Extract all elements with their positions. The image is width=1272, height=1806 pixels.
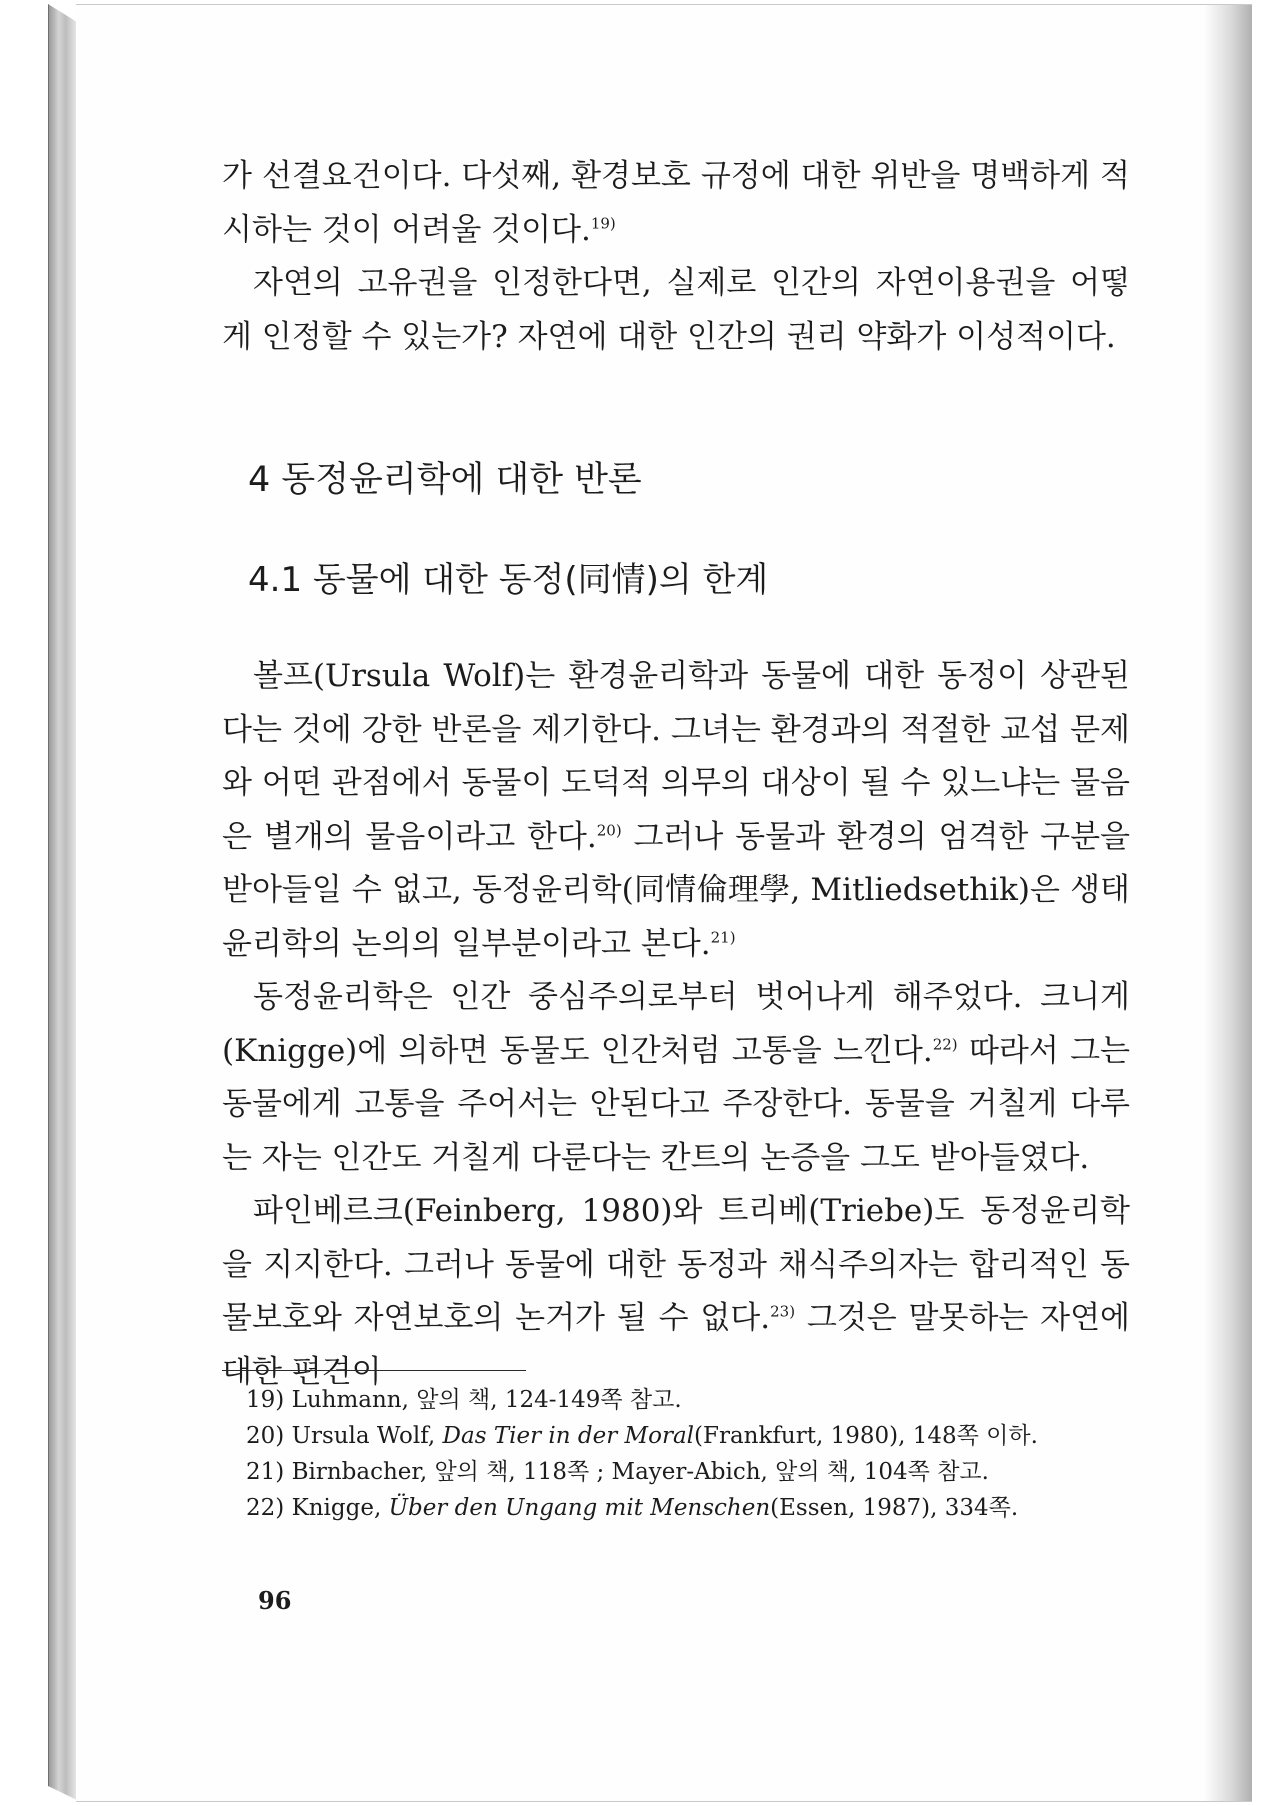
page-gutter-shadow [1204, 5, 1252, 1801]
footnote-22: 22) Knigge, Über den Ungang mit Menschen(Essen, 1987), 334쪽. [246, 1495, 1019, 1521]
footnote-ref-19: 19) [590, 214, 616, 233]
footnote-ref-22: 22) [932, 1035, 958, 1054]
paragraph-4: 동정윤리학은 인간 중심주의로부터 벗어나게 해주었다. 크니게(Knigge)에 의하면 동물도 인간처럼 고통을 느낀다.$^{22)}$ 따라서 그는 동물에게 고통을 주어서는 안된다고 주장한다. 동물을 거칠게 다루는 자는 인간도 거칠게 다룬다는 칸트의 논증을 그도 받아들였다. [222, 979, 1130, 1176]
footnote-ref-20: 20) [596, 821, 622, 840]
footnotes [246, 1382, 1126, 1526]
footnote-ref-23: 23) [770, 1302, 796, 1321]
book-edge [48, 4, 77, 1800]
section-heading: 4 동정윤리학에 대한 반론 [248, 460, 642, 500]
footnote-20: 20) Ursula Wolf, Das Tier in der Moral(Frankfurt, 1980), 148쪽 이하. [246, 1423, 1038, 1449]
page-body [222, 150, 1130, 1399]
footnote-21: 21) Birnbacher, 앞의 책, 118쪽 ; Mayer-Abich, 앞의 책, 104쪽 참고. [246, 1459, 989, 1485]
footnote-ref-21: 21) [710, 928, 736, 947]
paragraph-1: 가 선결요건이다. 다섯째, 환경보호 규정에 대한 위반을 명백하게 적시하는 것이 어려울 것이다.$^{19)}$ [222, 158, 1130, 248]
page-number: 96 [258, 1586, 292, 1615]
footnote-divider [222, 1370, 526, 1371]
paragraph-5: 파인베르크(Feinberg, 1980)와 트리베(Triebe)도 동정윤리학을 지지한다. 그러나 동물에 대한 동정과 채식주의자는 합리적인 동물보호와 자연보호의 논거가 될 수 없다.$^{23)}$ 그것은 말못하는 자연에 대한 편견이 [222, 1193, 1130, 1390]
footnote-19: 19) Luhmann, 앞의 책, 124-149쪽 참고. [246, 1387, 682, 1413]
paragraph-2: 자연의 고유권을 인정한다면, 실제로 인간의 자연이용권을 어떻게 인정할 수 있는가? 자연에 대한 인간의 권리 약화가 이성적이다. [222, 265, 1130, 355]
subsection-heading: 4.1 동물에 대한 동정(同情)의 한계 [248, 560, 769, 600]
paragraph-3: 볼프(Ursula Wolf)는 환경윤리학과 동물에 대한 동정이 상관된다는 것에 강한 반론을 제기한다. 그녀는 환경과의 적절한 교섭 문제와 어떤 관점에서 동물이 도덕적 의무의 대상이 될 수 있느냐는 물음은 별개의 물음이라고 한다.$^{20)}$ 그러나 동물과 환경의 엄격한 구분을 받아들일 수 없고, 동정윤리학(同情倫理學, Mitliedsethik)은 생태윤리학의 논의의 일부분이라고 본다.$^{21)}$ [222, 658, 1130, 962]
